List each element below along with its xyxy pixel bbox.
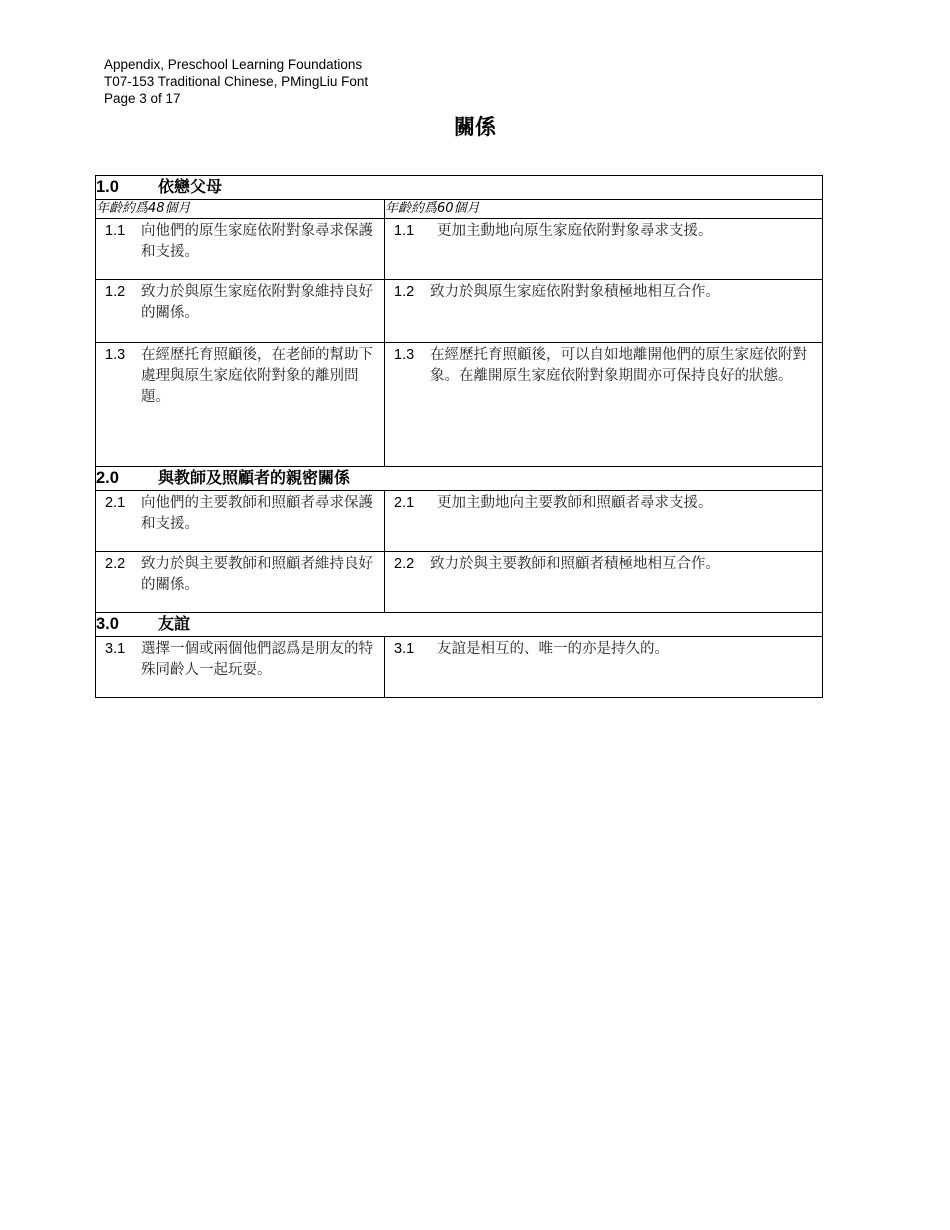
foundation-item: [96, 280, 384, 324]
foundation-cell-48: [96, 280, 385, 343]
table-row: [96, 219, 823, 280]
item-number: 2.1: [105, 495, 126, 511]
item-number: 2.2: [105, 556, 126, 572]
foundation-cell-48: [96, 491, 385, 552]
table-row: [96, 343, 823, 467]
item-number: 3.1: [105, 641, 126, 657]
item-text: 致力於與主要教師和照顧者維持良好的關係。: [141, 556, 373, 593]
section-title: 友誼: [158, 614, 191, 633]
item-text: 在經歷托育照顧後，可以自如地離開他們的原生家庭依附對象。在離開原生家庭依附對象期間亦可保持良好的狀態。: [430, 347, 807, 384]
foundations-table: [95, 175, 823, 698]
section-title: 依戀父母: [158, 177, 223, 196]
section-header: [96, 467, 823, 491]
foundation-cell-60: [385, 491, 823, 552]
document-header: [104, 56, 368, 107]
foundation-cell-48: [96, 552, 385, 613]
section-number: 1.0: [96, 178, 119, 196]
section-number: 3.0: [96, 615, 119, 633]
foundation-cell-48: [96, 343, 385, 467]
item-number: 1.1: [105, 223, 126, 239]
foundation-cell-48: [96, 637, 385, 698]
foundation-cell-60: [385, 343, 823, 467]
item-text: 致力於與原生家庭依附對象積極地相互合作。: [430, 284, 720, 300]
foundation-item: [96, 219, 384, 263]
header-line-document-id: T07-153 Traditional Chinese, PMingLiu Font: [104, 74, 369, 89]
item-number: 2.2: [394, 556, 415, 572]
table-row: [96, 491, 823, 552]
foundation-item: [385, 552, 822, 575]
foundation-item: [96, 552, 384, 596]
item-number: 1.2: [394, 284, 415, 300]
item-text: 向他們的主要教師和照顧者尋求保護和支援。: [141, 495, 373, 532]
age-header-row: [96, 200, 823, 219]
section-title: 與教師及照顧者的親密關係: [158, 468, 351, 487]
foundation-item: [385, 637, 822, 660]
page-title: 關係: [454, 115, 496, 139]
item-text: 致力於與主要教師和照顧者積極地相互合作。: [430, 556, 720, 572]
section-header: [96, 613, 823, 637]
foundation-item: [96, 343, 384, 408]
section-header-row: [96, 613, 823, 637]
item-text: 友誼是相互的、唯一的亦是持久的。: [437, 641, 669, 657]
foundation-item: [385, 343, 822, 387]
header-line-appendix: Appendix, Preschool Learning Foundations: [104, 57, 363, 72]
foundation-item: [385, 280, 822, 303]
table-row: [96, 637, 823, 698]
foundation-item: [96, 491, 384, 535]
foundation-cell-60: [385, 280, 823, 343]
item-text: 在經歷托育照顧後，在老師的幫助下處理與原生家庭依附對象的離別問題。: [141, 347, 373, 405]
foundation-item: [385, 491, 822, 514]
foundation-cell-60: [385, 552, 823, 613]
section-header-row: [96, 467, 823, 491]
foundation-cell-48: [96, 219, 385, 280]
foundation-item: [385, 219, 822, 242]
table-row: [96, 280, 823, 343]
item-text: 選擇一個或兩個他們認爲是朋友的特殊同齡人一起玩耍。: [141, 641, 373, 678]
item-text: 更加主動地向主要教師和照顧者尋求支援。: [437, 495, 713, 511]
foundation-item: [96, 637, 384, 681]
item-text: 致力於與原生家庭依附對象維持良好的關係。: [141, 284, 373, 321]
header-line-page-number: Page 3 of 17: [104, 91, 181, 106]
item-number: 1.1: [394, 223, 415, 239]
section-header-row: [96, 176, 823, 200]
item-number: 3.1: [394, 641, 415, 657]
item-number: 1.3: [105, 347, 126, 363]
item-text: 更加主動地向原生家庭依附對象尋求支援。: [437, 223, 713, 239]
age-header-48-months: 年齡約爲48個月: [96, 200, 385, 219]
table-row: [96, 552, 823, 613]
item-number: 1.2: [105, 284, 126, 300]
item-number: 1.3: [394, 347, 415, 363]
age-header-60-months: 年齡約爲60個月: [385, 200, 823, 219]
foundation-cell-60: [385, 637, 823, 698]
item-number: 2.1: [394, 495, 415, 511]
section-number: 2.0: [96, 469, 119, 487]
section-header: [96, 176, 823, 200]
foundation-cell-60: [385, 219, 823, 280]
item-text: 向他們的原生家庭依附對象尋求保護和支援。: [141, 223, 373, 260]
